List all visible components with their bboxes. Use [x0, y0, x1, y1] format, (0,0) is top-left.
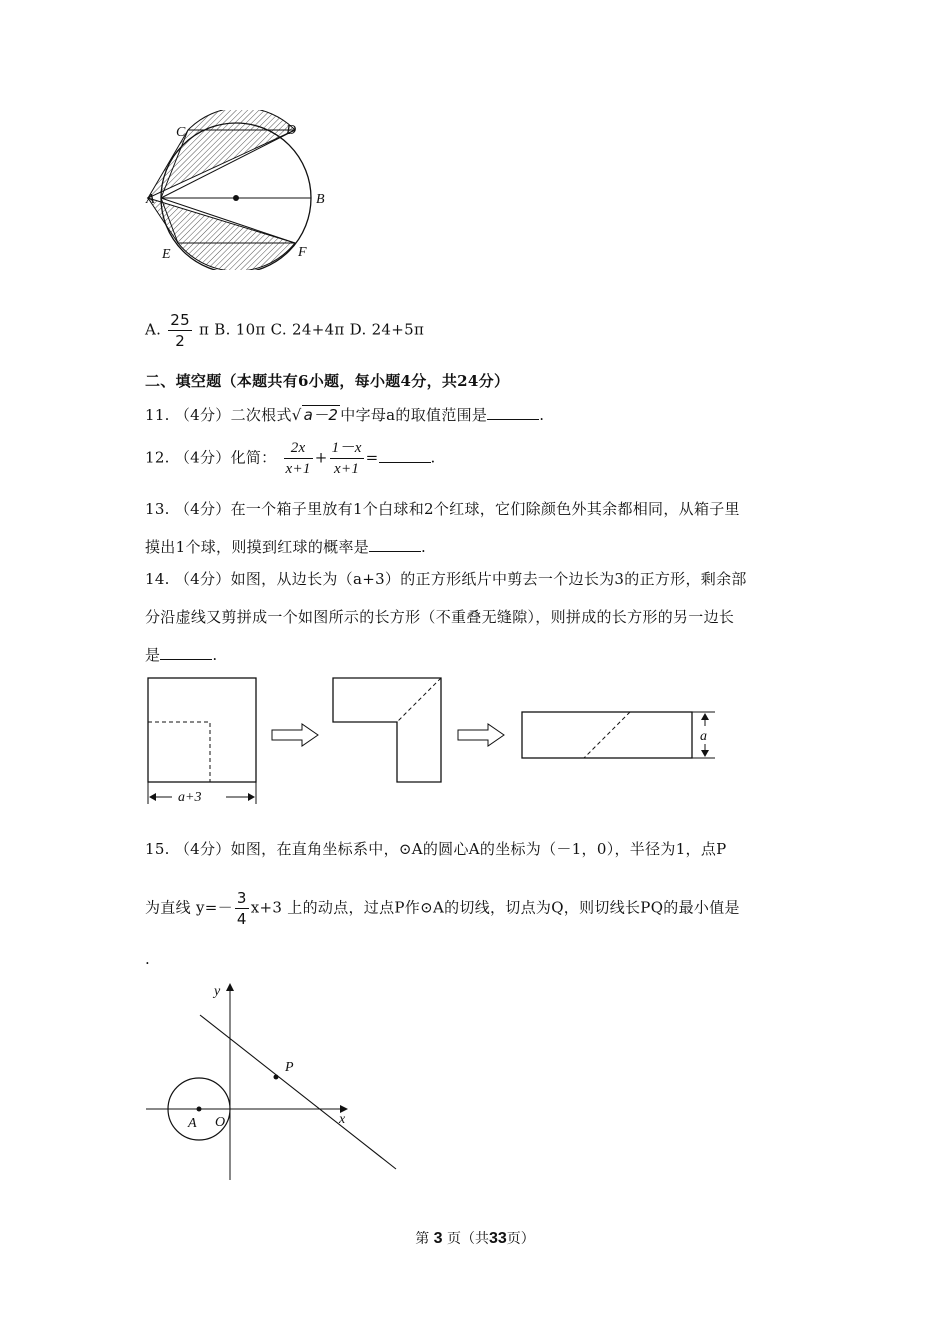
center-point: [233, 195, 239, 201]
q14-figure: [140, 670, 740, 815]
label-o: O: [215, 1115, 226, 1130]
label-c: C: [176, 125, 186, 140]
point-p: [274, 1075, 279, 1080]
answer-blank: [487, 405, 539, 420]
rectangle-dashed-cut: [584, 712, 630, 758]
question-15-line3: .: [145, 950, 151, 968]
fraction-2x-over-x1: $\frac{2x}{x+1}$: [285, 440, 311, 477]
question-12: 12. （4分）化简： $\frac{2x}{x+1}$ + $\frac{1-x}{x+1}$ = .: [145, 440, 436, 477]
l-shape-dashed-cut: [397, 678, 441, 722]
line-y: [200, 1015, 396, 1169]
answer-blank: [379, 448, 431, 463]
label-a-plus-3: a+3: [178, 790, 202, 805]
total-pages: 33: [489, 1230, 507, 1247]
circle-figure: [140, 110, 340, 270]
sqrt-expression: √ a－2: [291, 406, 339, 424]
label-a: A: [146, 192, 155, 207]
label-a: A: [188, 1116, 197, 1131]
y-axis-arrow: [226, 983, 234, 991]
question-15-line1: 15. （4分）如图，在直角坐标系中，⊙A的圆心A的坐标为（－1，0），半径为1，点P: [145, 840, 727, 858]
shaded-region-lower: [148, 198, 295, 243]
q10-options: A. $\frac{25}{2}$ π B. 10π C. 24+4π D. 24+5π: [145, 311, 425, 350]
arrow-right-icon: [272, 724, 318, 746]
question-14-line1: 14. （4分）如图，从边长为（a+3）的正方形纸片中剪去一个边长为3的正方形，剩余部: [145, 570, 747, 588]
label-e: E: [162, 247, 171, 262]
label-d: D: [286, 123, 297, 138]
dim-arrow-left: [149, 793, 156, 801]
fraction-1mx-over-x1: $\frac{1-x}{x+1}$: [331, 440, 362, 477]
answer-blank: [160, 645, 212, 660]
question-14-line2: 分沿虚线又剪拼成一个如图所示的长方形（不重叠无缝隙），则拼成的长方形的另一边长: [145, 608, 735, 626]
label-x: x: [339, 1112, 346, 1127]
fraction-3-4: $\frac{3}{4}$: [236, 889, 247, 928]
answer-blank: [369, 537, 421, 552]
height-arrow-down: [701, 750, 709, 757]
section-heading: 二、填空题（本题共有6小题，每小题4分，共24分）: [145, 372, 510, 390]
big-square: [148, 678, 256, 782]
question-14-line3: 是 .: [145, 646, 218, 664]
fraction-25-2: $\frac{25}{2}$: [170, 311, 190, 350]
dim-arrow-right: [248, 793, 255, 801]
label-b: B: [316, 192, 325, 207]
question-13-line2: 摸出1个球，则摸到红球的概率是 .: [145, 538, 427, 556]
arrow-right-icon-2: [458, 724, 504, 746]
label-y: y: [214, 984, 221, 999]
question-13-line1: 13. （4分）在一个箱子里放有1个白球和2个红球，它们除颜色外其余都相同，从箱子里: [145, 500, 740, 518]
point-a: [197, 1107, 202, 1112]
label-f: F: [298, 245, 307, 260]
cut-dashed-lines: [148, 722, 210, 782]
label-a: a: [700, 729, 707, 744]
segment-lower: [178, 243, 295, 270]
shaded-region-upper: [148, 110, 295, 198]
question-15-line2: 为直线 y=－ $\frac{3}{4}$ x+3 上的动点，过点P作⊙A的切线，切点为Q，则切线长PQ的最小值是: [145, 889, 740, 928]
question-11: 11. （4分）二次根式√ a－2 中字母a的取值范围是 .: [145, 406, 545, 424]
label-p: P: [285, 1060, 294, 1075]
q15-figure: [140, 975, 410, 1190]
result-rectangle: [522, 712, 692, 758]
page-number: 3: [433, 1230, 443, 1247]
page-footer: 第 3 页（共33页）: [415, 1230, 535, 1247]
height-arrow-up: [701, 713, 709, 720]
